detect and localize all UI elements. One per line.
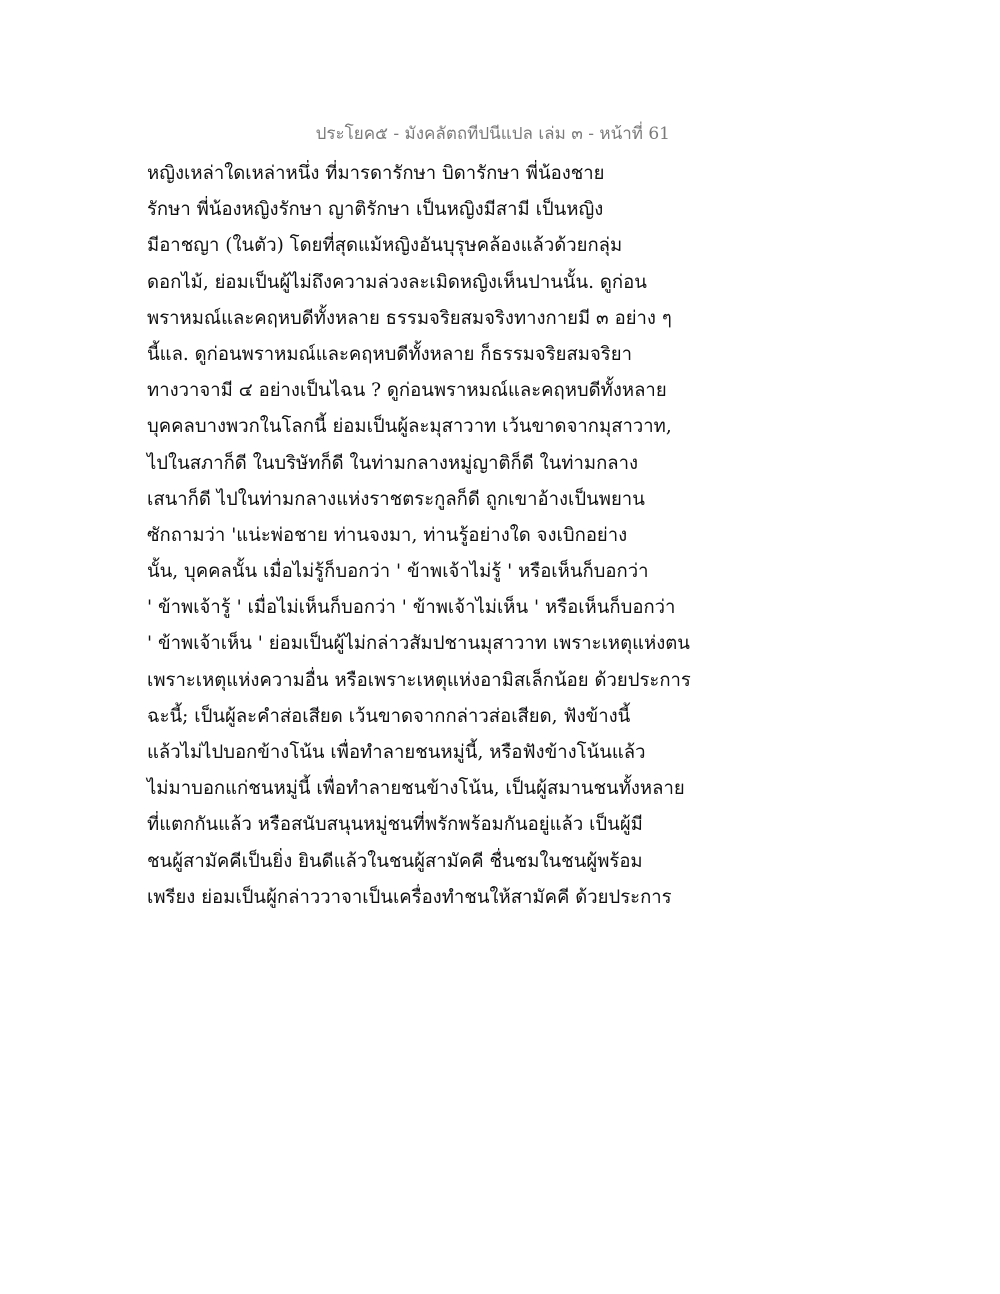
text-line: บุคคลบางพวกในโลกนี้ ย่อมเป็นผู้ละมุสาวาท เว้นขาดจากมุสาวาท, (147, 416, 672, 438)
text-line: เสนาก็ดี ไปในท่ามกลางแห่งราชตระกูลก็ดี ถูกเขาอ้างเป็นพยาน (147, 488, 645, 510)
text-line: ทางวาจามี ๔ อย่างเป็นไฉน ? ดูก่อนพราหมณ์และคฤหบดีทั้งหลาย (147, 380, 667, 402)
text-line: ที่แตกกันแล้ว หรือสนับสนุนหมู่ชนที่พรักพร้อมกันอยู่แล้ว เป็นผู้มี (147, 814, 643, 836)
text-line: เพรียง ย่อมเป็นผู้กล่าววาจาเป็นเครื่องทำชนให้สามัคคี ด้วยประการ (147, 886, 672, 908)
text-line: แล้วไม่ไปบอกข้างโน้น เพื่อทำลายชนหมู่นี้, หรือฟังข้างโน้นแล้ว (147, 742, 646, 763)
text-line: ซักถามว่า 'แน่ะพ่อชาย ท่านจงมา, ท่านรู้อย่างใด จงเบิกอย่าง (147, 524, 628, 546)
text-line: หญิงเหล่าใดเหล่าหนึ่ง ที่มารดารักษา บิดารักษา พี่น้องชาย (147, 163, 605, 184)
text-line: นั้น, บุคคลนั้น เมื่อไม่รู้ก็บอกว่า ' ข้าพเจ้าไม่รู้ ' หรือเห็นก็บอกว่า (147, 561, 649, 583)
text-line: เพราะเหตุแห่งความอื่น หรือเพราะเหตุแห่งอามิสเล็กน้อย ด้วยประการ (147, 669, 691, 691)
body-text (147, 156, 707, 916)
text-line: รักษา พี่น้องหญิงรักษา ญาติรักษา เป็นหญิงมีสามี เป็นหญิง (147, 199, 604, 221)
text-line: ' ข้าพเจ้ารู้ ' เมื่อไม่เห็นก็บอกว่า ' ข้าพเจ้าไม่เห็น ' หรือเห็นก็บอกว่า (147, 597, 676, 619)
text-line: พราหมณ์และคฤหบดีทั้งหลาย ธรรมจริยสมจริงทางกายมี ๓ อย่าง ๆ (147, 307, 672, 329)
text-line: ชนผู้สามัคคีเป็นยิ่ง ยินดีแล้วในชนผู้สามัคคี ชื่นชมในชนผู้พร้อม (147, 850, 643, 872)
page-header: ประโยค๕ - มังคลัตถทีปนีแปล เล่ม ๓ - หน้าที่ 61 (315, 124, 670, 144)
text-line: มีอาชญา (ในตัว) โดยที่สุดแม้หญิงอันบุรุษคล้องแล้วด้วยกลุ่ม (147, 235, 623, 257)
text-line: ไม่มาบอกแก่ชนหมู่นี้ เพื่อทำลายชนข้างโน้น, เป็นผู้สมานชนทั้งหลาย (147, 778, 685, 800)
text-line: ดอกไม้, ย่อมเป็นผู้ไม่ถึงความล่วงละเมิดหญิงเห็นปานนั้น. ดูก่อน (147, 271, 647, 293)
text-line: ' ข้าพเจ้าเห็น ' ย่อมเป็นผู้ไม่กล่าวสัมปชานมุสาวาท เพราะเหตุแห่งตน (147, 633, 690, 655)
text-line: ไปในสภาก็ดี ในบริษัทก็ดี ในท่ามกลางหมู่ญาติก็ดี ในท่ามกลาง (147, 452, 639, 474)
text-line: ฉะนี้; เป็นผู้ละคำส่อเสียด เว้นขาดจากกล่าวส่อเสียด, ฟังข้างนี้ (147, 705, 631, 727)
text-line: นี้แล. ดูก่อนพราหมณ์และคฤหบดีทั้งหลาย ก็ธรรมจริยสมจริยา (147, 343, 632, 365)
